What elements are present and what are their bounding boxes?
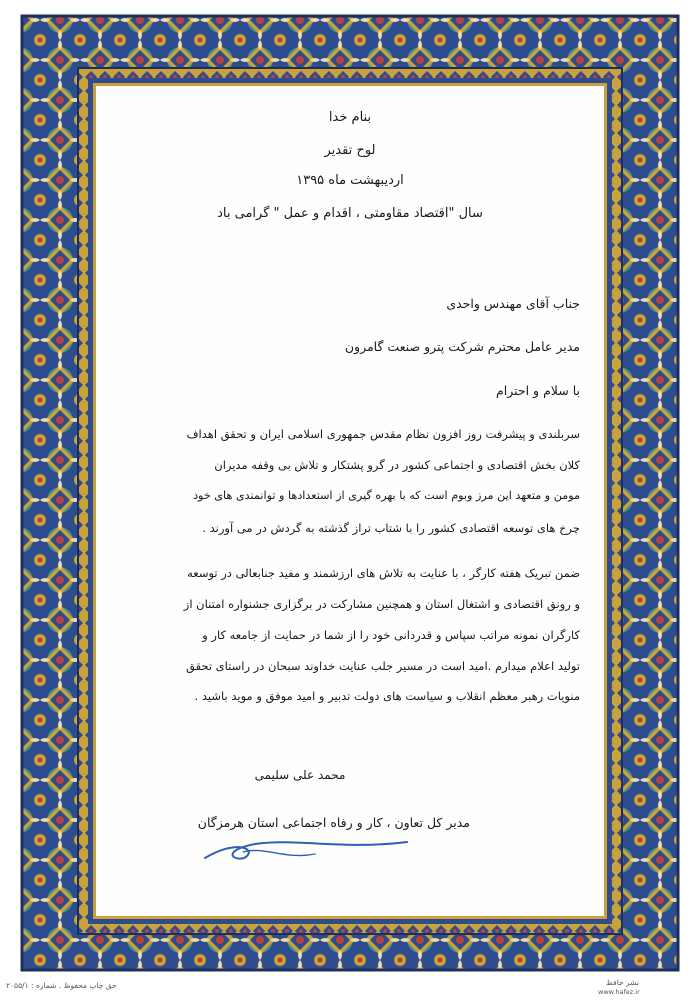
paragraph-2-line: کارگران نمونه مراتب سپاس و قدردانی خود را از شما در حمایت از جامعه کار و [202,628,580,642]
paragraph-2-line: تولید اعلام میدارم .امید است در مسیر جلب عنایت خداوند سبحان در راستای تحقق [185,659,580,673]
paragraph-2-line: و رونق اقتصادی و اشتغال استان و همچنین مشارکت در برگزاری جشنواره امتنان از [183,597,580,611]
footer-url: www.hafez.ir [598,988,640,996]
paragraph-1-line: کلان بخش اقتصادی و اجتماعی کشور در گرو پشتکار و تلاش بی وقفه مدیران [214,458,580,472]
signer-title: مدیر کل تعاون ، کار و رفاه اجتماعی استان هرمزگان [197,815,470,830]
recipient-name: جناب آقای مهندس واحدی [446,296,580,311]
year-motto: سال "اقتصاد مقاومتی ، اقدام و عمل " گرامی باد [217,206,483,221]
certificate-title: لوح تقدیر [324,143,376,158]
greeting: با سلام و احترام [496,383,580,398]
paragraph-1-line: مومن و متعهد این مرز وبوم است که با بهره گیری از استعدادها و توانمندی های خود [193,489,580,502]
heading: بنام خدا [328,110,372,125]
date: اردیبهشت ماه ۱۳۹۵ [296,173,404,188]
footer-publisher: نشر حافظ [606,978,639,987]
signer-name: محمد علی سلیمی [254,768,346,782]
signature [195,820,415,870]
paragraph-2-line: ضمن تبریک هفته کارگر ، با عنایت به تلاش های ارزشمند و مفید جنابعالی در توسعه [187,566,580,580]
recipient-title: مدیر عامل محترم شرکت پترو صنعت گامرون [344,339,580,354]
footer-copyright: حق چاپ محفوظ . شماره : ۲۰۵۵/۱ [6,981,117,990]
paragraph-1-line: چرخ های توسعه اقتصادی کشور را با شتاب تراز گذشته به گردش در می آورند . [202,521,580,535]
paragraph-2-line: منویات رهبر معظم انقلاب و سیاست های دولت تدبیر و امید موفق و موید باشید . [194,689,580,703]
paragraph-1-line: سربلندی و پیشرفت روز افزون نظام مقدس جمهوری اسلامی ایران و تحقق اهداف [186,427,580,441]
